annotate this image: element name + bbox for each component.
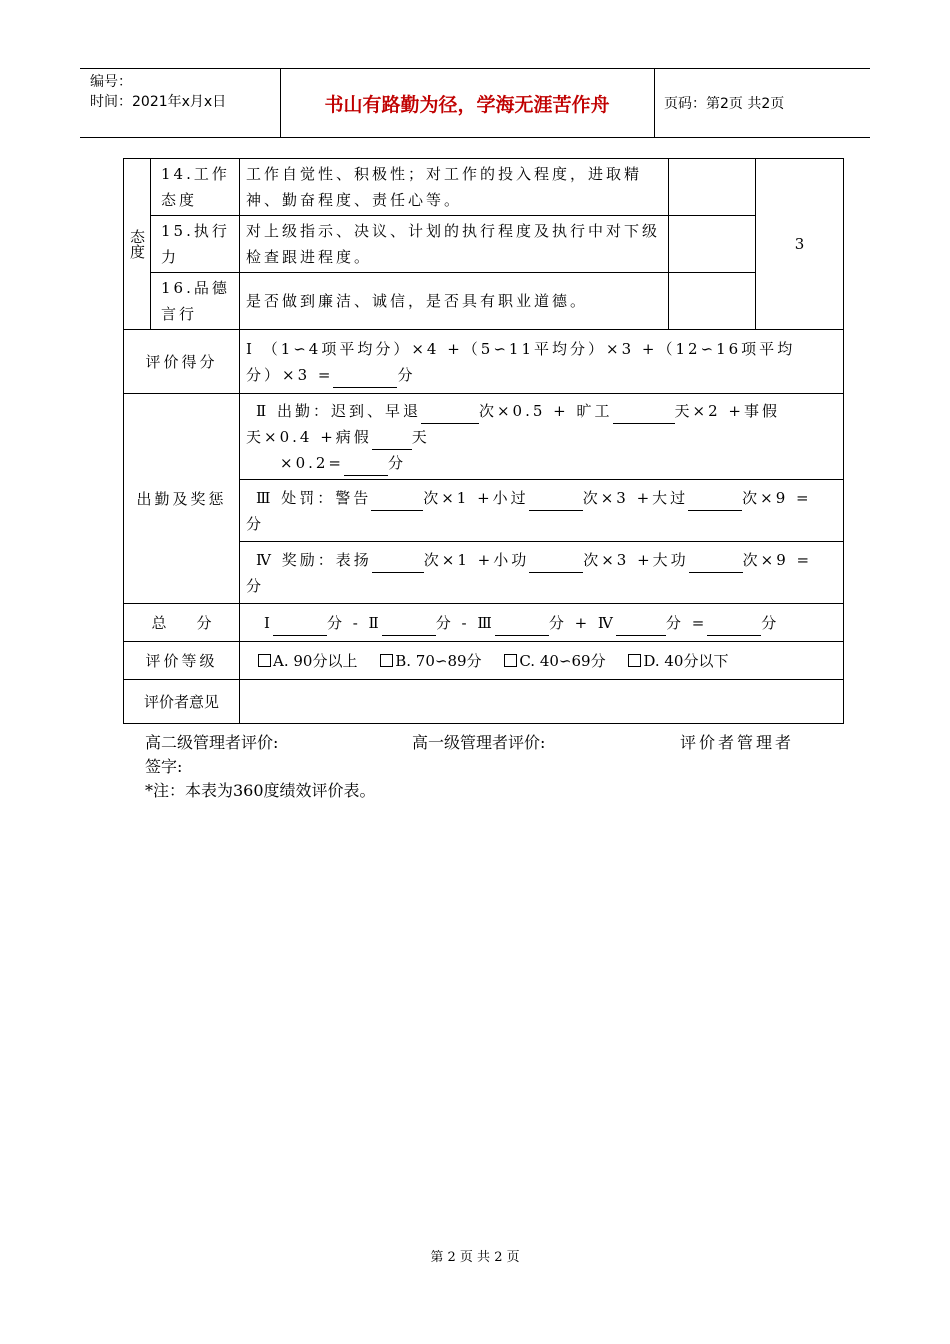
formula-line-2: 分）×3 = xyxy=(246,365,334,384)
grade-option-d[interactable] xyxy=(628,652,728,670)
table-row xyxy=(124,642,844,680)
table-row xyxy=(124,273,844,330)
total-blank[interactable] xyxy=(495,617,549,636)
final-total-blank[interactable] xyxy=(707,617,761,636)
praise-blank[interactable] xyxy=(372,554,424,573)
page-number-label: 页码：第2页 共2页 xyxy=(664,96,785,112)
table-row xyxy=(124,330,844,394)
sick-leave-blank[interactable] xyxy=(372,431,412,450)
formula-line-1: Ⅰ （1∽4项平均分）×4 +（5∽11平均分）×3 +（12∽16项平均 xyxy=(246,339,796,358)
attendance-text: 分 xyxy=(388,453,407,472)
absent-blank[interactable] xyxy=(613,405,675,424)
penalty-text: 次×1 +小过 xyxy=(423,488,529,507)
total-blank[interactable] xyxy=(616,617,666,636)
signature-superior: 高一级管理者评价: xyxy=(412,733,546,752)
total-text: 分 = xyxy=(665,613,708,632)
penalty-cell xyxy=(240,480,844,542)
grade-options xyxy=(240,642,844,680)
penalty-text: 次×9 = xyxy=(742,488,812,507)
attendance-text: 天×0.4 +病假 xyxy=(246,427,372,446)
grade-option-label: B. 70∽89分 xyxy=(395,651,482,670)
signature-line xyxy=(680,730,794,753)
number-label: 编号： xyxy=(90,74,132,90)
item-desc: 对上级指示、决议、计划的执行程度及执行中对下级检查跟进程度。 xyxy=(240,216,669,273)
item-desc: 工作自觉性、积极性；对工作的投入程度，进取精神、勤奋程度、责任心等。 xyxy=(240,159,669,216)
grade-option-b[interactable] xyxy=(380,652,481,670)
grade-option-label: D. 40分以下 xyxy=(643,651,729,670)
warning-blank[interactable] xyxy=(371,492,423,511)
grade-option-c[interactable] xyxy=(504,652,605,670)
reward-text: 分 xyxy=(246,576,265,595)
grade-option-label: C. 40∽69分 xyxy=(519,651,606,670)
checkbox-icon[interactable] xyxy=(380,654,393,667)
table-row xyxy=(124,604,844,642)
header-motto: 书山有路勤为径，学海无涯苦作舟 xyxy=(280,69,655,137)
penalty-text: 分 xyxy=(246,514,265,533)
attendance-score-blank[interactable] xyxy=(344,457,388,476)
attendance-text: 天×2 +事假 xyxy=(674,401,780,420)
table-row xyxy=(124,680,844,724)
late-blank[interactable] xyxy=(421,405,479,424)
attendance-cell xyxy=(240,394,844,480)
attendance-text: Ⅱ 出勤：迟到、早退 xyxy=(256,401,421,420)
score-cell[interactable] xyxy=(669,216,756,273)
reward-text: 次×3 +大功 xyxy=(583,550,689,569)
total-text: 分 xyxy=(761,613,780,632)
attendance-label: 出勤及奖惩 xyxy=(124,394,240,604)
grade-label: 评价等级 xyxy=(124,642,240,680)
item-desc: 是否做到廉洁、诚信，是否具有职业道德。 xyxy=(240,273,669,330)
total-text: 分 + Ⅳ xyxy=(548,613,616,632)
major-fault-blank[interactable] xyxy=(688,492,742,511)
signature-line xyxy=(412,730,545,753)
signature-line xyxy=(145,730,278,753)
item-name: 14.工作态度 xyxy=(151,159,240,216)
total-cell xyxy=(240,604,844,642)
major-merit-blank[interactable] xyxy=(689,554,743,573)
total-blank[interactable] xyxy=(273,617,327,636)
item-name: 15.执行力 xyxy=(151,216,240,273)
evaluation-formula xyxy=(240,330,844,394)
category-score: 3 xyxy=(756,159,844,330)
attendance-text: ×0.2= xyxy=(280,453,344,472)
time-label: 时间：2021年x月x日 xyxy=(90,94,227,110)
total-blank[interactable] xyxy=(382,617,436,636)
signature-senior: 高二级管理者评价: xyxy=(145,733,279,752)
table-row xyxy=(124,394,844,480)
page-header xyxy=(80,68,870,138)
grade-option-label: A. 90分以上 xyxy=(273,651,358,670)
grade-option-a[interactable] xyxy=(258,652,357,670)
category-attitude: 态度 xyxy=(124,159,151,330)
reward-text: 次×9 = xyxy=(742,550,813,569)
opinion-field[interactable] xyxy=(240,680,844,724)
evaluation-label: 评价得分 xyxy=(124,330,240,394)
table-row xyxy=(124,159,844,216)
unit: 分 xyxy=(397,365,416,384)
total-text: 分 - Ⅱ xyxy=(326,613,382,632)
item-name: 16.品德言行 xyxy=(151,273,240,330)
evaluation-score-blank[interactable] xyxy=(333,369,397,388)
note: *注：本表为360度绩效评价表。 xyxy=(145,781,376,800)
table-row xyxy=(124,216,844,273)
header-meta xyxy=(80,69,281,137)
checkbox-icon[interactable] xyxy=(504,654,517,667)
total-text: Ⅰ xyxy=(264,613,273,632)
evaluation-table xyxy=(123,158,844,724)
page-footer: 第 2 页 共 2 页 xyxy=(430,1250,520,1265)
signature-sign: 签字: xyxy=(145,757,183,776)
minor-merit-blank[interactable] xyxy=(529,554,583,573)
penalty-text: 次×3 +大过 xyxy=(582,488,689,507)
checkbox-icon[interactable] xyxy=(258,654,271,667)
signature-evaluator: 评价者管理者 xyxy=(680,733,795,752)
attendance-text: 次×0.5 + 旷工 xyxy=(478,401,613,420)
score-cell[interactable] xyxy=(669,273,756,330)
total-text: 分 - Ⅲ xyxy=(435,613,495,632)
penalty-text: Ⅲ 处罚：警告 xyxy=(256,488,372,507)
reward-cell xyxy=(240,542,844,604)
reward-text: Ⅳ 奖励：表扬 xyxy=(256,550,372,569)
opinion-label: 评价者意见 xyxy=(124,680,240,724)
reward-text: 次×1 +小功 xyxy=(423,550,530,569)
checkbox-icon[interactable] xyxy=(628,654,641,667)
attendance-text: 天 xyxy=(411,427,430,446)
total-label: 总 分 xyxy=(124,604,240,642)
score-cell[interactable] xyxy=(669,159,756,216)
minor-fault-blank[interactable] xyxy=(529,492,583,511)
